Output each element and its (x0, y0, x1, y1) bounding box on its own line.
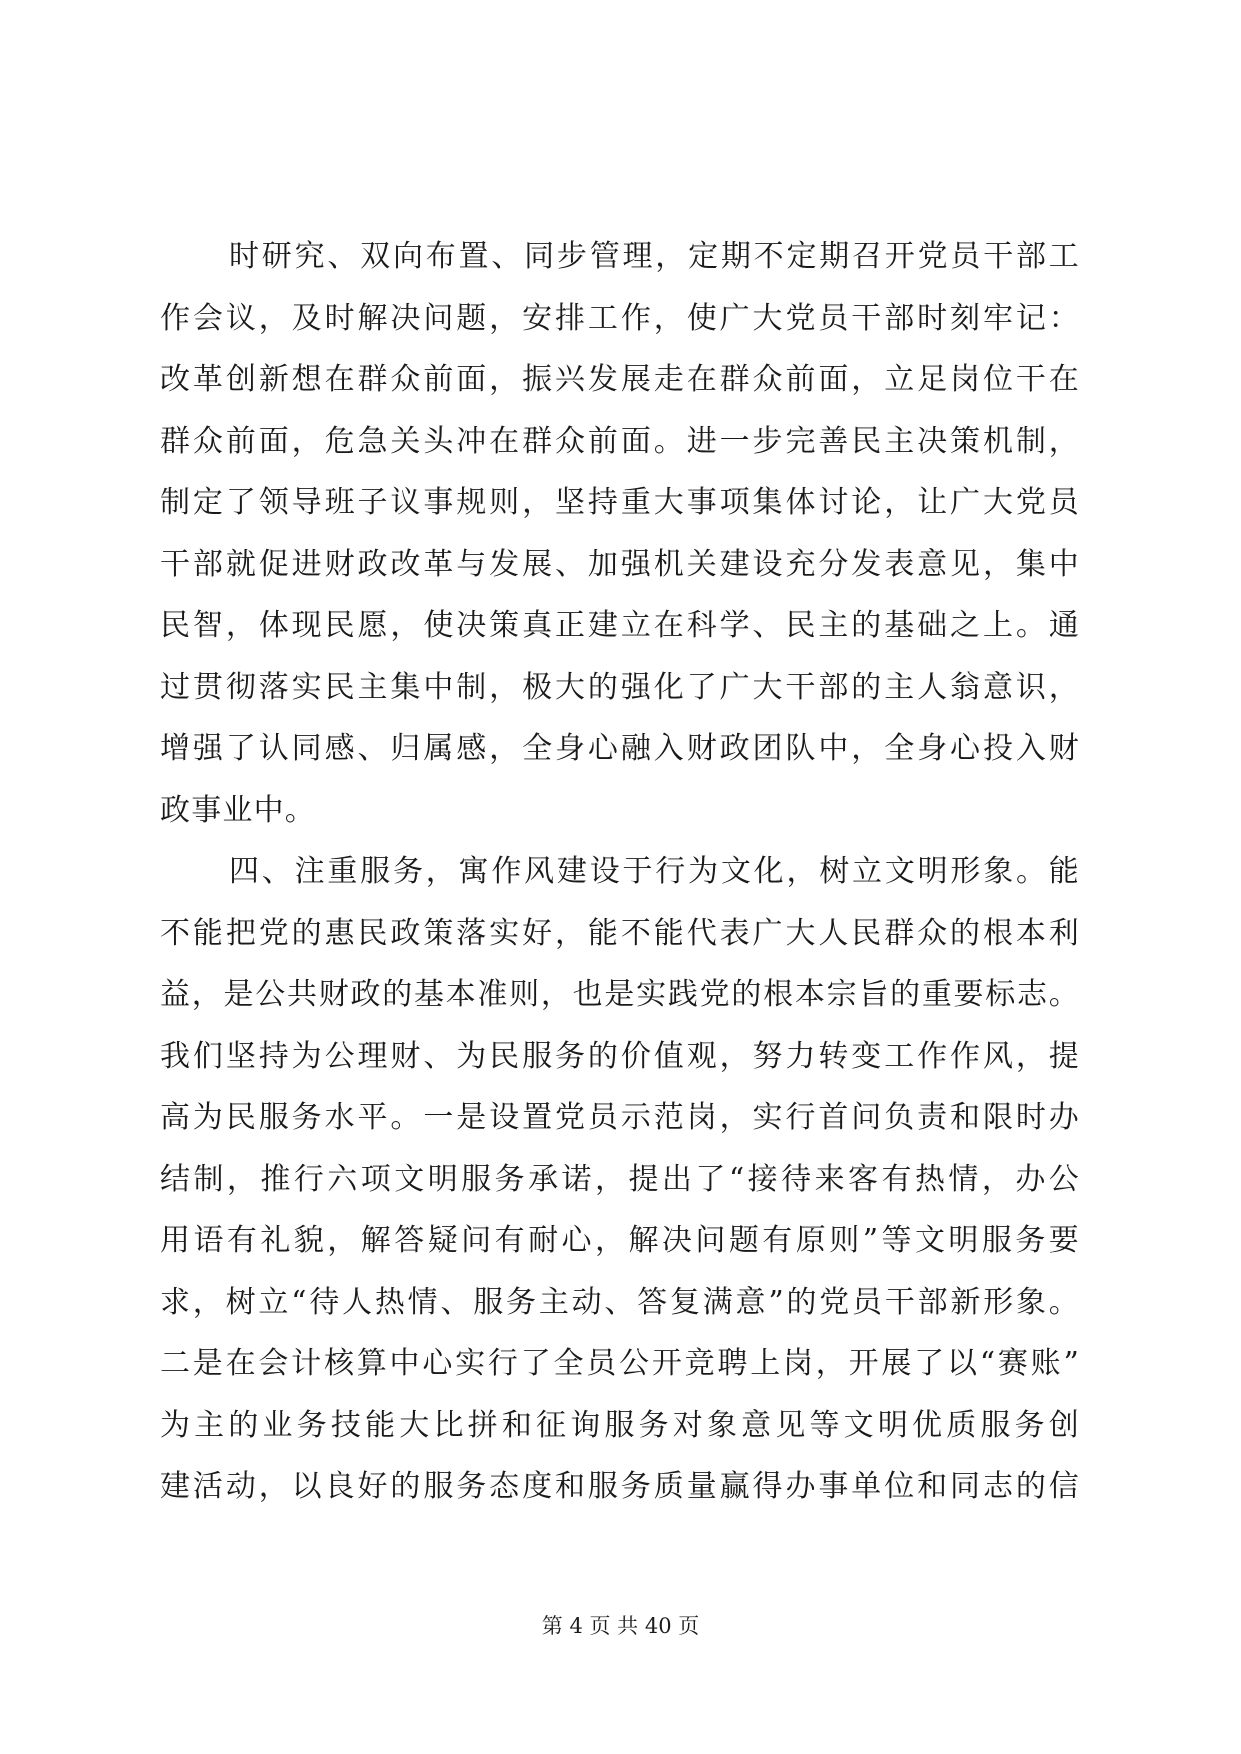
text-line: 结制，推行六项文明服务承诺，提出了“接待来客有热情，办公 (160, 1161, 1080, 1197)
text-line: 高为民服务水平。一是设置党员示范岗，实行首问负责和限时办 (160, 1100, 1080, 1135)
text-line: 求，树立“待人热情、服务主动、答复满意”的党员干部新形象。 (160, 1284, 1080, 1320)
text-line: 作会议，及时解决问题，安排工作，使广大党员干部时刻牢记： (160, 300, 1080, 336)
text-line: 为主的业务技能大比拼和征询服务对象意见等文明优质服务创 (160, 1407, 1080, 1443)
body-text (160, 226, 1080, 1518)
text-line: 二是在会计核算中心实行了全员公开竞聘上岗，开展了以“赛账” (160, 1346, 1080, 1381)
text-line: 益，是公共财政的基本准则，也是实践党的根本宗旨的重要标志。 (160, 977, 1080, 1012)
text-line: 过贯彻落实民主集中制，极大的强化了广大干部的主人翁意识， (160, 669, 1080, 705)
text-line: 四、注重服务，寓作风建设于行为文化，树立文明形象。能 (229, 854, 1080, 889)
text-line: 干部就促进财政改革与发展、加强机关建设充分发表意见，集中 (160, 546, 1080, 582)
text-line: 改革创新想在群众前面，振兴发展走在群众前面，立足岗位干在 (160, 362, 1080, 397)
text-line: 增强了认同感、归属感，全身心融入财政团队中，全身心投入财 (160, 731, 1080, 766)
page-number-footer: 第 4 页 共 40 页 (541, 1614, 700, 1638)
text-line: 我们坚持为公理财、为民服务的价值观，努力转变工作作风，提 (160, 1038, 1080, 1074)
text-line: 政事业中。 (160, 792, 316, 828)
text-line: 群众前面，危急关头冲在群众前面。进一步完善民主决策机制， (160, 423, 1080, 459)
text-line: 制定了领导班子议事规则，坚持重大事项集体讨论，让广大党员 (160, 485, 1080, 520)
text-line: 时研究、双向布置、同步管理，定期不定期召开党员干部工 (229, 239, 1080, 274)
text-line: 建活动，以良好的服务态度和服务质量赢得办事单位和同志的信 (160, 1469, 1080, 1504)
text-line: 用语有礼貌，解答疑问有耐心，解决问题有原则”等文明服务要 (160, 1223, 1080, 1258)
text-line: 不能把党的惠民政策落实好，能不能代表广大人民群众的根本利 (160, 915, 1080, 951)
text-line: 民智，体现民愿，使决策真正建立在科学、民主的基础之上。通 (160, 608, 1080, 643)
